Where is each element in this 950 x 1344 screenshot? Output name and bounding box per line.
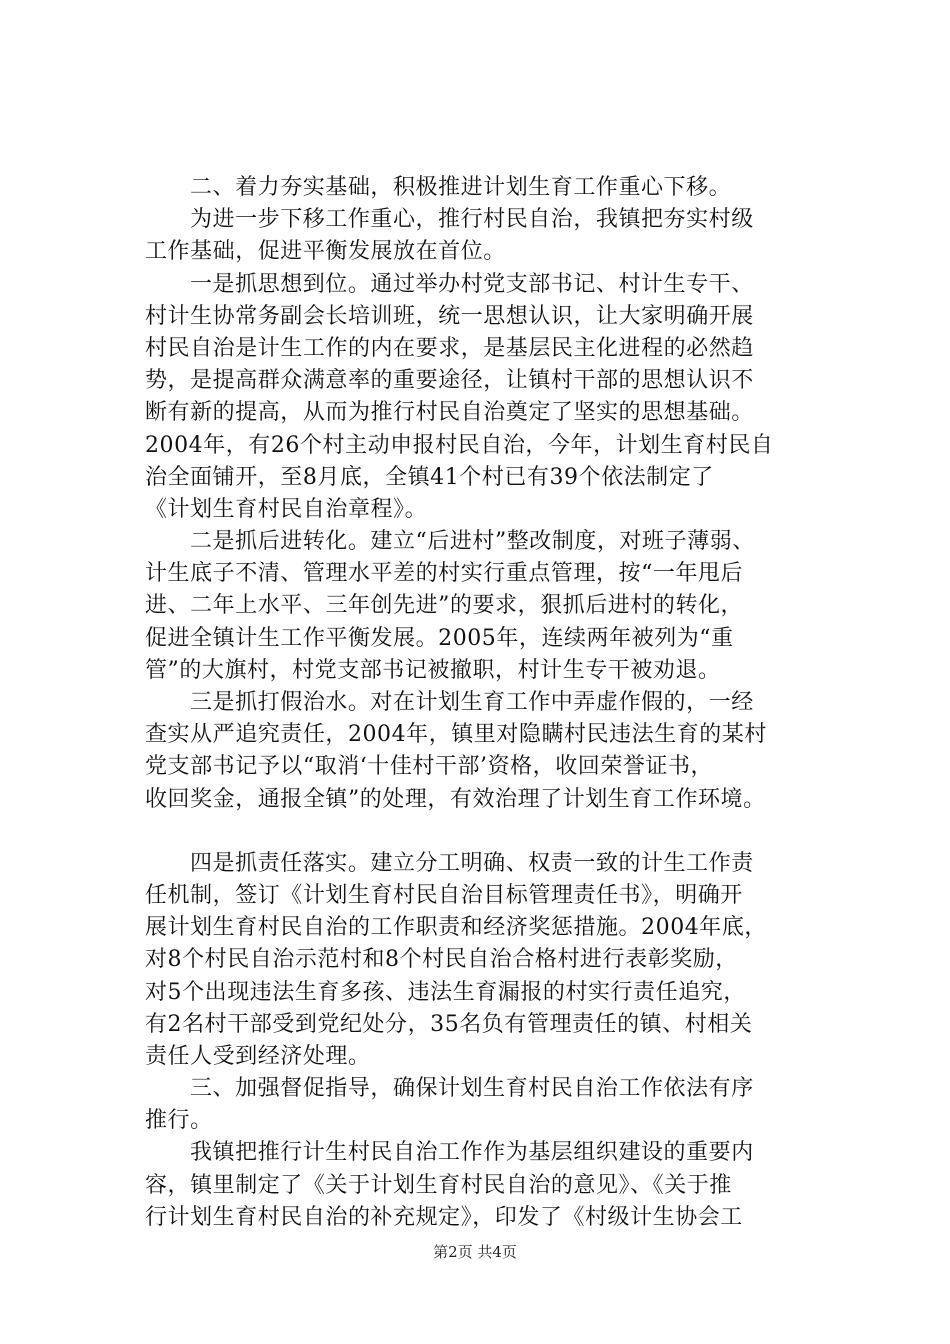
body-line: 《计划生育村民自治章程》。 xyxy=(145,496,428,522)
body-line: 行计划生育村民自治的补充规定》，印发了《村级计生协会工 xyxy=(145,1204,743,1230)
body-line: 村民自治是计生工作的内在要求，是基层民主化进程的必然趋 xyxy=(145,335,754,361)
body-line: 治全面铺开，至8月底，全镇41个村已有39个依法制定了 xyxy=(145,464,714,490)
body-line: 容，镇里制定了《关于计划生育村民自治的意见》、《关于推 xyxy=(145,1172,732,1198)
body-line: 二是抓后进转化。建立“后进村”整改制度，对班子薄弱、 xyxy=(190,529,755,555)
body-line: 一是抓思想到位。通过举办村党支部书记、村计生专干、 xyxy=(190,271,754,297)
document-body xyxy=(145,172,835,1234)
body-line: 为进一步下移工作重心，推行村民自治，我镇把夯实村级 xyxy=(190,207,754,233)
body-line: 断有新的提高，从而为推行村民自治奠定了坚实的思想基础。 xyxy=(145,400,754,426)
body-line: 促进全镇计生工作平衡发展。2005年，连续两年被列为“重 xyxy=(145,625,734,651)
body-line: 进、二年上水平、三年创先进”的要求，狠抓后进村的转化， xyxy=(145,593,744,619)
section-heading-2: 二、着力夯实基础，积极推进计划生育工作重心下移。 xyxy=(190,175,732,200)
body-line: 计生底子不清、管理水平差的村实行重点管理，按“一年甩后 xyxy=(145,561,744,587)
body-line: 对8个村民自治示范村和8个村民自治合格村进行表彰奖励， xyxy=(145,947,738,973)
body-line: 党支部书记予以“取消‘十佳村干部’资格，收回荣誉证书， xyxy=(145,754,714,780)
body-line: 对5个出现违法生育多孩、违法生育漏报的村实行责任追究， xyxy=(145,979,746,1005)
body-line: 2004年，有26个村主动申报村民自治，今年，计划生育村民自 xyxy=(145,432,774,458)
body-line: 有2名村干部受到党纪处分，35名负有管理责任的镇、村相关 xyxy=(145,1011,753,1037)
paragraph-gap xyxy=(145,816,835,848)
body-line: 任机制，签订《计划生育村民自治目标管理责任书》，明确开 xyxy=(145,882,743,908)
body-line: 工作基础，促进平衡发展放在首位。 xyxy=(145,239,506,265)
body-line: 我镇把推行计生村民自治工作作为基层组织建设的重要内 xyxy=(190,1140,754,1166)
body-line: 展计划生育村民自治的工作职责和经济奖惩措施。2004年底， xyxy=(145,915,767,941)
page-number-label: 第2页 共4页 xyxy=(433,1243,517,1261)
page-footer xyxy=(0,1242,950,1262)
body-line: 四是抓责任落实。建立分工明确、权责一致的计生工作责 xyxy=(190,850,754,876)
body-line: 势，是提高群众满意率的重要途径，让镇村干部的思想认识不 xyxy=(145,368,754,394)
body-line: 查实从严追究责任，2004年，镇里对隐瞒村民违法生育的某村 xyxy=(145,722,767,748)
section-heading-3: 三、加强督促指导，确保计划生育村民自治工作依法有序 xyxy=(190,1076,754,1102)
body-line: 收回奖金，通报全镇”的处理，有效治理了计划生育工作环境。 xyxy=(145,786,766,812)
body-line: 责任人受到经济处理。 xyxy=(145,1043,371,1069)
body-line: 村计生协常务副会长培训班，统一思想认识，让大家明确开展 xyxy=(145,303,754,329)
body-line: 三是抓打假治水。对在计划生育工作中弄虚作假的，一经 xyxy=(190,690,754,715)
body-line: 管”的大旗村，村党支部书记被撤职，村计生专干被劝退。 xyxy=(145,657,721,683)
section-heading-3-cont: 推行。 xyxy=(145,1108,213,1134)
